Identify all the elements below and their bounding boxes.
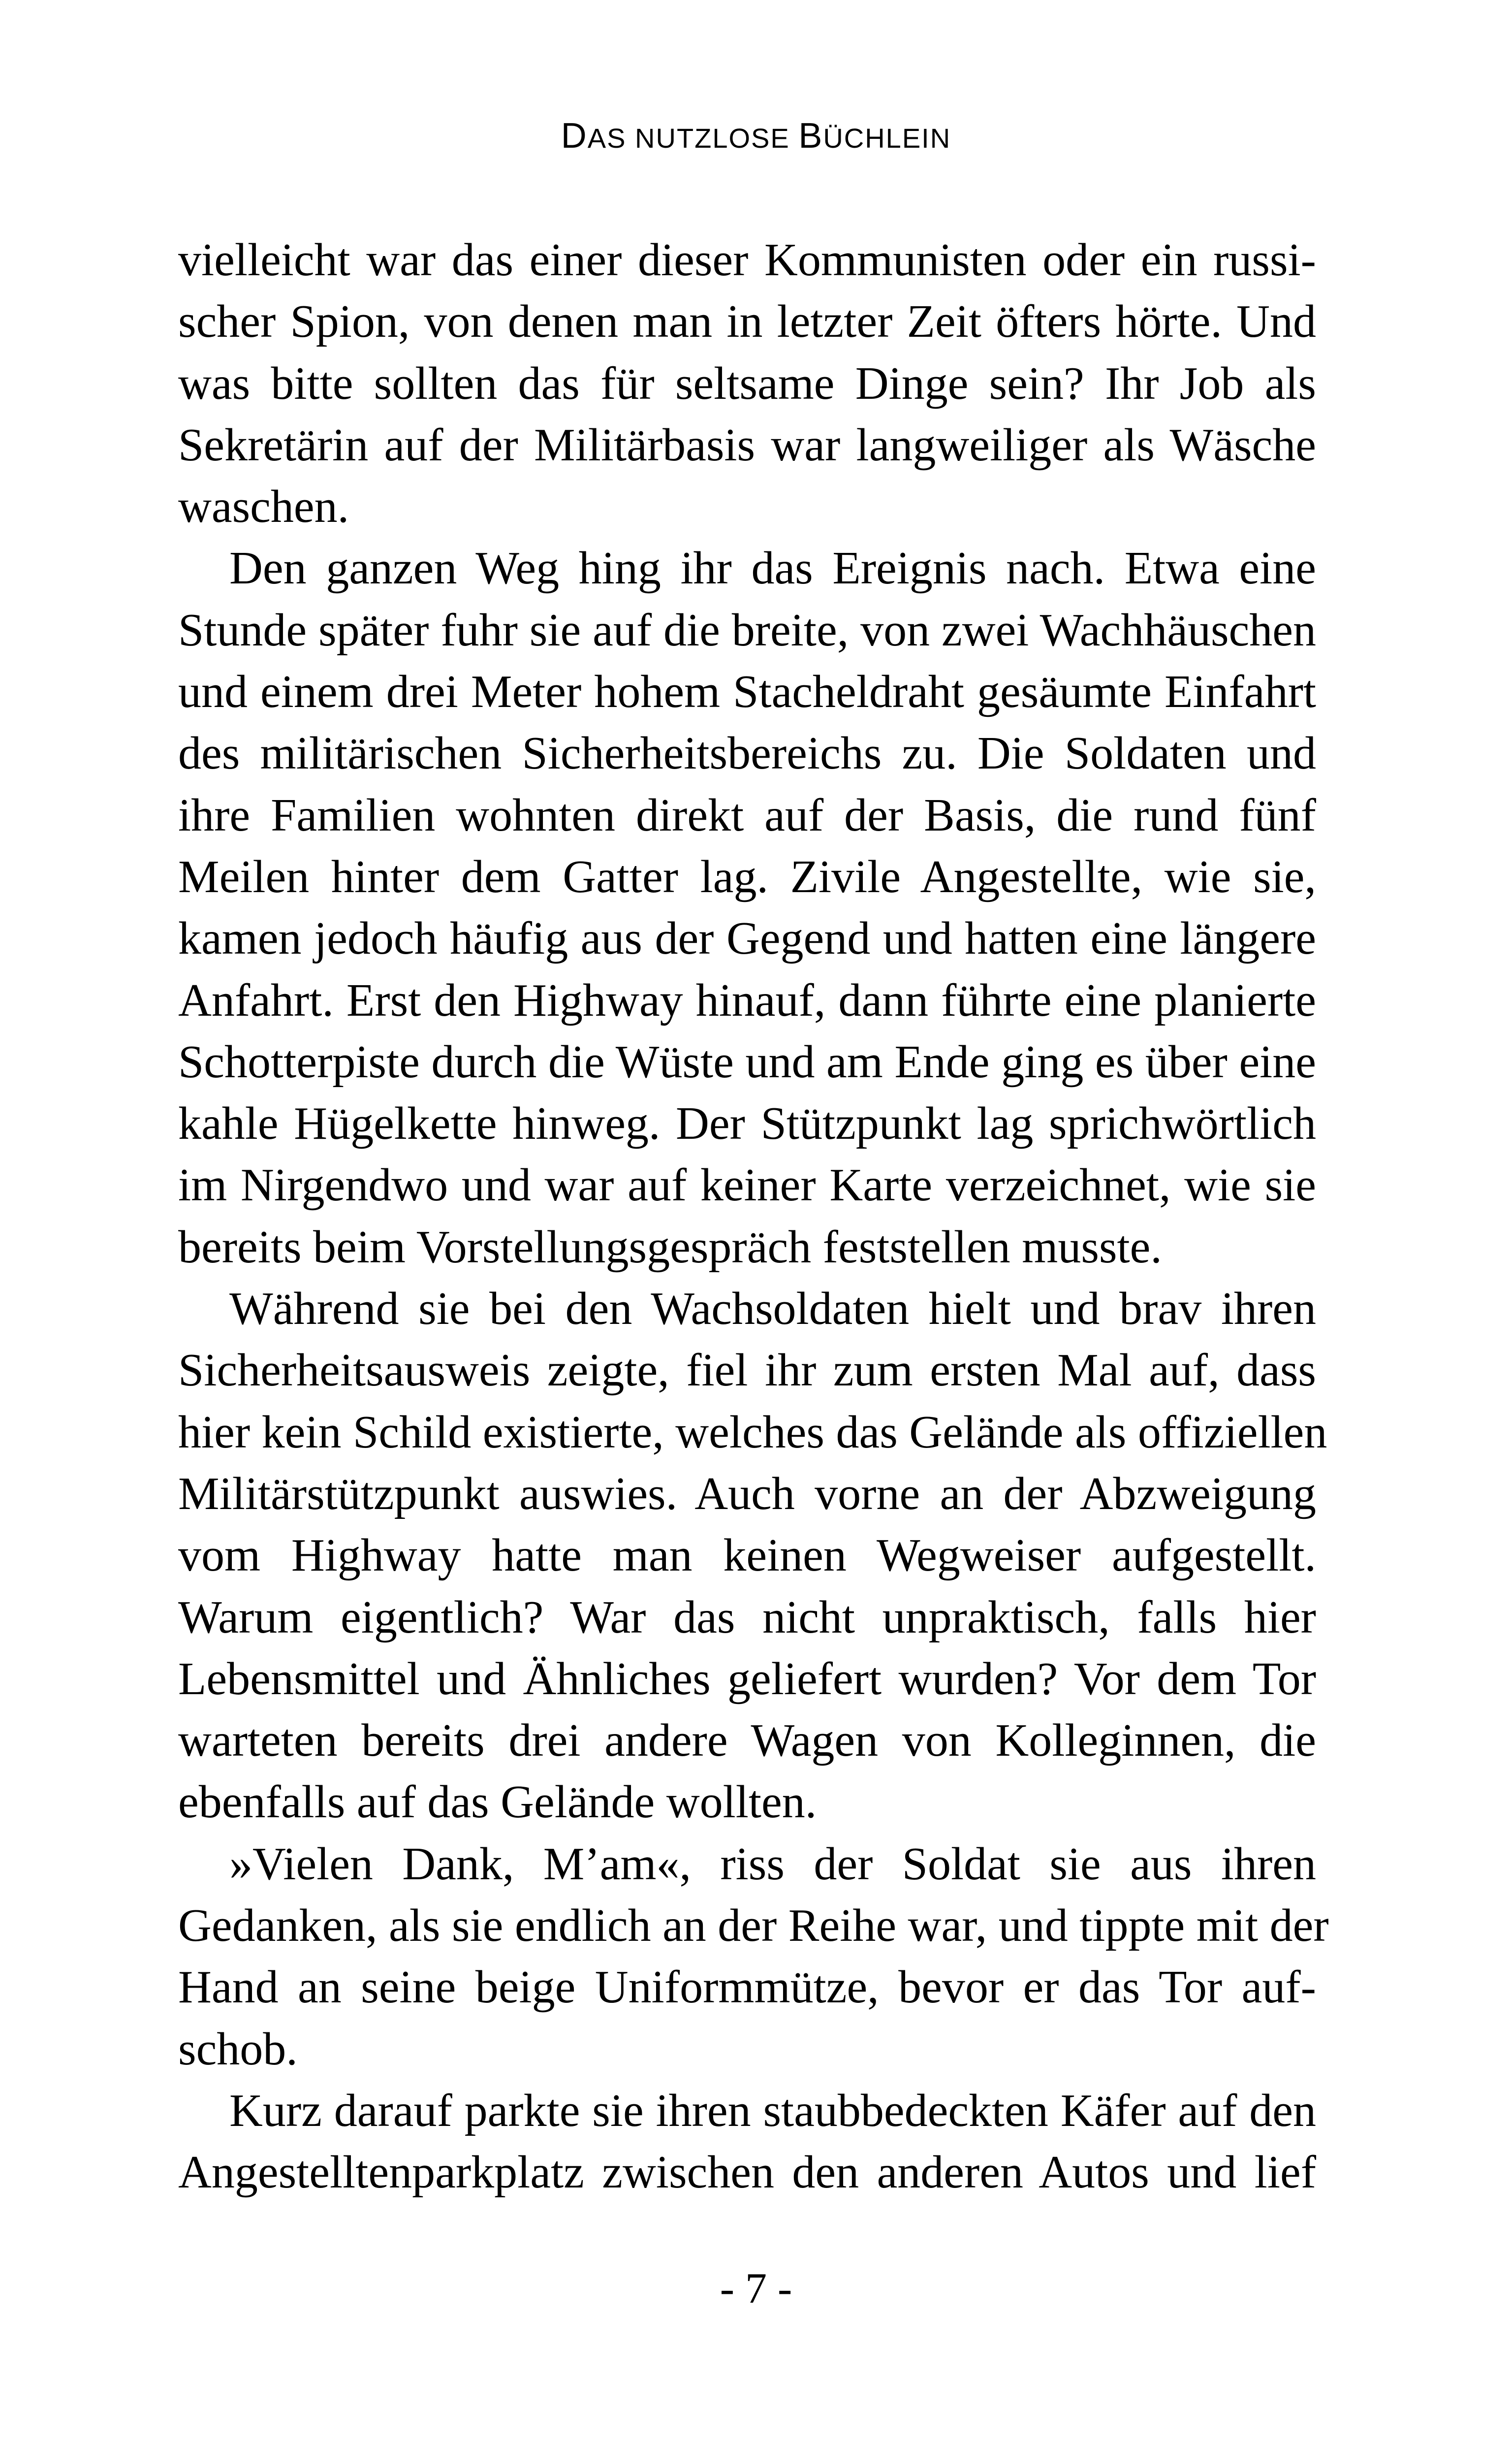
- text-line: Anfahrt. Erst den Highway hinauf, dann führte eine planierte: [178, 974, 1316, 1026]
- text-line: Während sie bei den Wachsoldaten hielt und brav ihren: [229, 1283, 1316, 1335]
- text-line: hier kein Schild existierte, welches das Gelände als offiziellen: [178, 1406, 1327, 1458]
- text-line: was bitte sollten das für seltsame Dinge sein? Ihr Job als: [178, 357, 1316, 409]
- text-line: vom Highway hatte man keinen Wegweiser aufgestellt.: [178, 1530, 1316, 1581]
- text-line: Sekretärin auf der Militärbasis war langweiliger als Wäsche: [178, 419, 1316, 471]
- text-line: warteten bereits drei andere Wagen von Kolleginnen, die: [178, 1715, 1316, 1767]
- text-line: des militärischen Sicherheitsbereichs zu. Die Soldaten und: [178, 728, 1316, 779]
- text-line: bereits beim Vorstellungsgespräch feststellen musste.: [178, 1221, 1162, 1273]
- text-line: Den ganzen Weg hing ihr das Ereignis nach. Etwa eine: [229, 543, 1316, 594]
- page-number: - 7 -: [720, 2265, 792, 2313]
- header-title-part: B: [798, 116, 823, 156]
- text-line: scher Spion, von denen man in letzter Zeit öfters hörte. Und: [178, 296, 1316, 348]
- text-line: Kurz darauf parkte sie ihren staubbedeckten Käfer auf den: [229, 2085, 1316, 2136]
- text-line: ebenfalls auf das Gelände wollten.: [178, 1776, 817, 1828]
- text-line: kamen jedoch häufig aus der Gegend und hatten eine längere: [178, 913, 1316, 964]
- text-line: im Nirgendwo und war auf keiner Karte verzeichnet, wie sie: [178, 1159, 1316, 1211]
- text-line: Angestelltenparkplatz zwischen den anderen Autos und lief: [178, 2147, 1316, 2198]
- text-line: und einem drei Meter hohem Stacheldraht gesäumte Einfahrt: [178, 666, 1316, 718]
- text-line: Hand an seine beige Uniformmütze, bevor er das Tor auf-: [178, 1961, 1316, 2013]
- header-title-part: AS NUTZLOSE: [587, 123, 799, 154]
- text-line: Stunde später fuhr sie auf die breite, von zwei Wachhäuschen: [178, 604, 1316, 656]
- text-line: »Vielen Dank, M’am«, riss der Soldat sie aus ihren: [229, 1838, 1316, 1890]
- text-line: ihre Familien wohnten direkt auf der Basis, die rund fünf: [178, 789, 1316, 841]
- paragraph: [178, 1833, 1329, 2080]
- header-title-part: ÜCHLEIN: [823, 123, 951, 154]
- paragraph: [178, 538, 1316, 1278]
- running-header: [0, 111, 1512, 163]
- header-title-part: D: [561, 116, 588, 156]
- body-text: [178, 229, 1329, 2204]
- paragraph: [178, 1278, 1327, 1833]
- text-line: waschen.: [178, 481, 349, 533]
- paragraph: [178, 229, 1316, 538]
- text-line: Schotterpiste durch die Wüste und am Ende ging es über eine: [178, 1036, 1316, 1088]
- text-line: schob.: [178, 2023, 298, 2075]
- text-line: Meilen hinter dem Gatter lag. Zivile Angestellte, wie sie,: [178, 851, 1316, 902]
- text-line: Gedanken, als sie endlich an der Reihe war, und tippte mit der: [178, 1900, 1329, 1952]
- paragraph: [178, 2080, 1316, 2204]
- text-line: Lebensmittel und Ähnliches geliefert wurden? Vor dem Tor: [178, 1653, 1316, 1704]
- text-line: vielleicht war das einer dieser Kommunisten oder ein russi-: [178, 234, 1316, 286]
- text-line: Sicherheitsausweis zeigte, fiel ihr zum ersten Mal auf, dass: [178, 1345, 1316, 1396]
- text-line: Warum eigentlich? War das nicht unpraktisch, falls hier: [178, 1591, 1316, 1643]
- text-line: Militärstützpunkt auswies. Auch vorne an der Abzweigung: [178, 1468, 1316, 1519]
- text-line: kahle Hügelkette hinweg. Der Stützpunkt lag sprichwörtlich: [178, 1098, 1316, 1150]
